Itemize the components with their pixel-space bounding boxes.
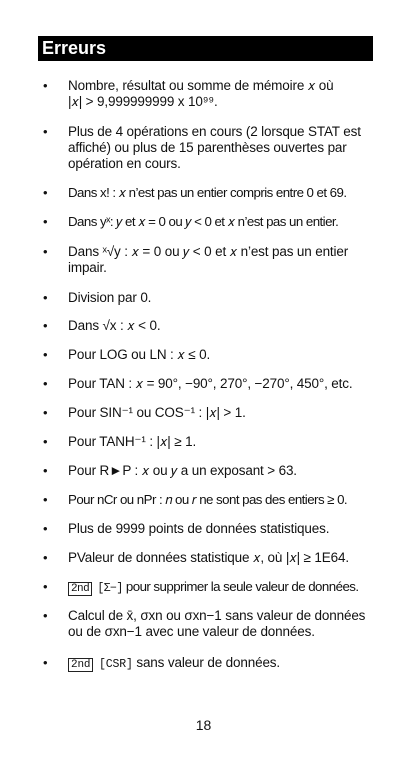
item-line	[68, 655, 368, 673]
item-line: Dans ˣ√y : 𝑥 = 0 ou 𝑦 < 0 et 𝑥 n’est pas un entier	[68, 244, 349, 259]
item-text: sans valeur de données.	[136, 655, 280, 670]
bullet: •	[43, 347, 48, 362]
page-number: 18	[195, 717, 212, 733]
item-line: ou de σxn−1 avec une valeur de données.	[68, 624, 315, 639]
item-line: Plus de 9999 points de données statistiques.	[68, 521, 330, 536]
item-line: Pour nCr ou nPr : 𝑛 ou 𝑟 ne sont pas des entiers ≥ 0.	[68, 492, 348, 507]
item-line: |𝑥| > 9,999999999 x 10⁹⁹.	[68, 94, 218, 109]
bullet: •	[43, 608, 48, 623]
bullet: •	[43, 290, 48, 305]
item-line	[68, 579, 368, 597]
item-line: Pour LOG ou LN : 𝑥 ≤ 0.	[68, 347, 211, 362]
bullet: •	[43, 579, 48, 594]
bullet: •	[43, 492, 48, 507]
section-title: Erreurs	[38, 36, 373, 61]
bullet: •	[43, 185, 48, 200]
bullet: •	[43, 244, 48, 259]
item-text: pour supprimer la seule valeur de données.	[125, 579, 359, 594]
item-line: Pour TAN : 𝑥 = 90°, −90°, 270°, −270°, 450°, etc.	[68, 376, 353, 391]
second-key-icon: 2nd	[68, 582, 92, 596]
item-line: Plus de 4 opérations en cours (2 lorsque STAT est	[68, 124, 361, 139]
item-line: Calcul de x̄, σxn ou σxn−1 sans valeur de données	[68, 608, 366, 623]
item-line: Pour R►P : 𝑥 ou 𝑦 a un exposant > 63.	[68, 463, 297, 478]
item-line: impair.	[68, 260, 107, 275]
bullet: •	[43, 376, 48, 391]
item-line: Dans yˣ: 𝑦 et 𝑥 = 0 ou 𝑦 < 0 et 𝑥 n’est pas un entier.	[68, 214, 339, 229]
item-line: Pour SIN⁻¹ ou COS⁻¹ : |𝑥| > 1.	[68, 405, 246, 420]
bullet: •	[43, 434, 48, 449]
bullet: •	[43, 521, 48, 536]
item-line: affiché) ou plus de 15 parenthèses ouvertes par	[68, 140, 347, 155]
item-line: Dans √x : 𝑥 < 0.	[68, 318, 161, 333]
bullet: •	[43, 78, 48, 93]
item-line: Pour TANH⁻¹ : |𝑥| ≥ 1.	[68, 434, 197, 449]
item-line: Division par 0.	[68, 290, 152, 305]
item-line: PValeur de données statistique 𝑥, où |𝑥| ≥ 1E64.	[68, 550, 349, 565]
item-line: opération en cours.	[68, 156, 181, 171]
bullet: •	[43, 318, 48, 333]
bullet: •	[43, 405, 48, 420]
second-key-icon: 2nd	[68, 658, 93, 672]
item-line: Dans x! : 𝑥 n’est pas un entier compris entre 0 et 69.	[68, 185, 347, 200]
bullet: •	[43, 463, 48, 478]
bullet: •	[43, 214, 48, 229]
bullet: •	[43, 124, 48, 139]
bullet: •	[43, 655, 48, 670]
sigma-minus-key-icon: [Σ−]	[97, 582, 123, 595]
bullet: •	[43, 550, 48, 565]
csr-key-icon: [CSR]	[98, 658, 133, 671]
item-line: Nombre, résultat ou somme de mémoire 𝑥 où	[68, 78, 334, 93]
